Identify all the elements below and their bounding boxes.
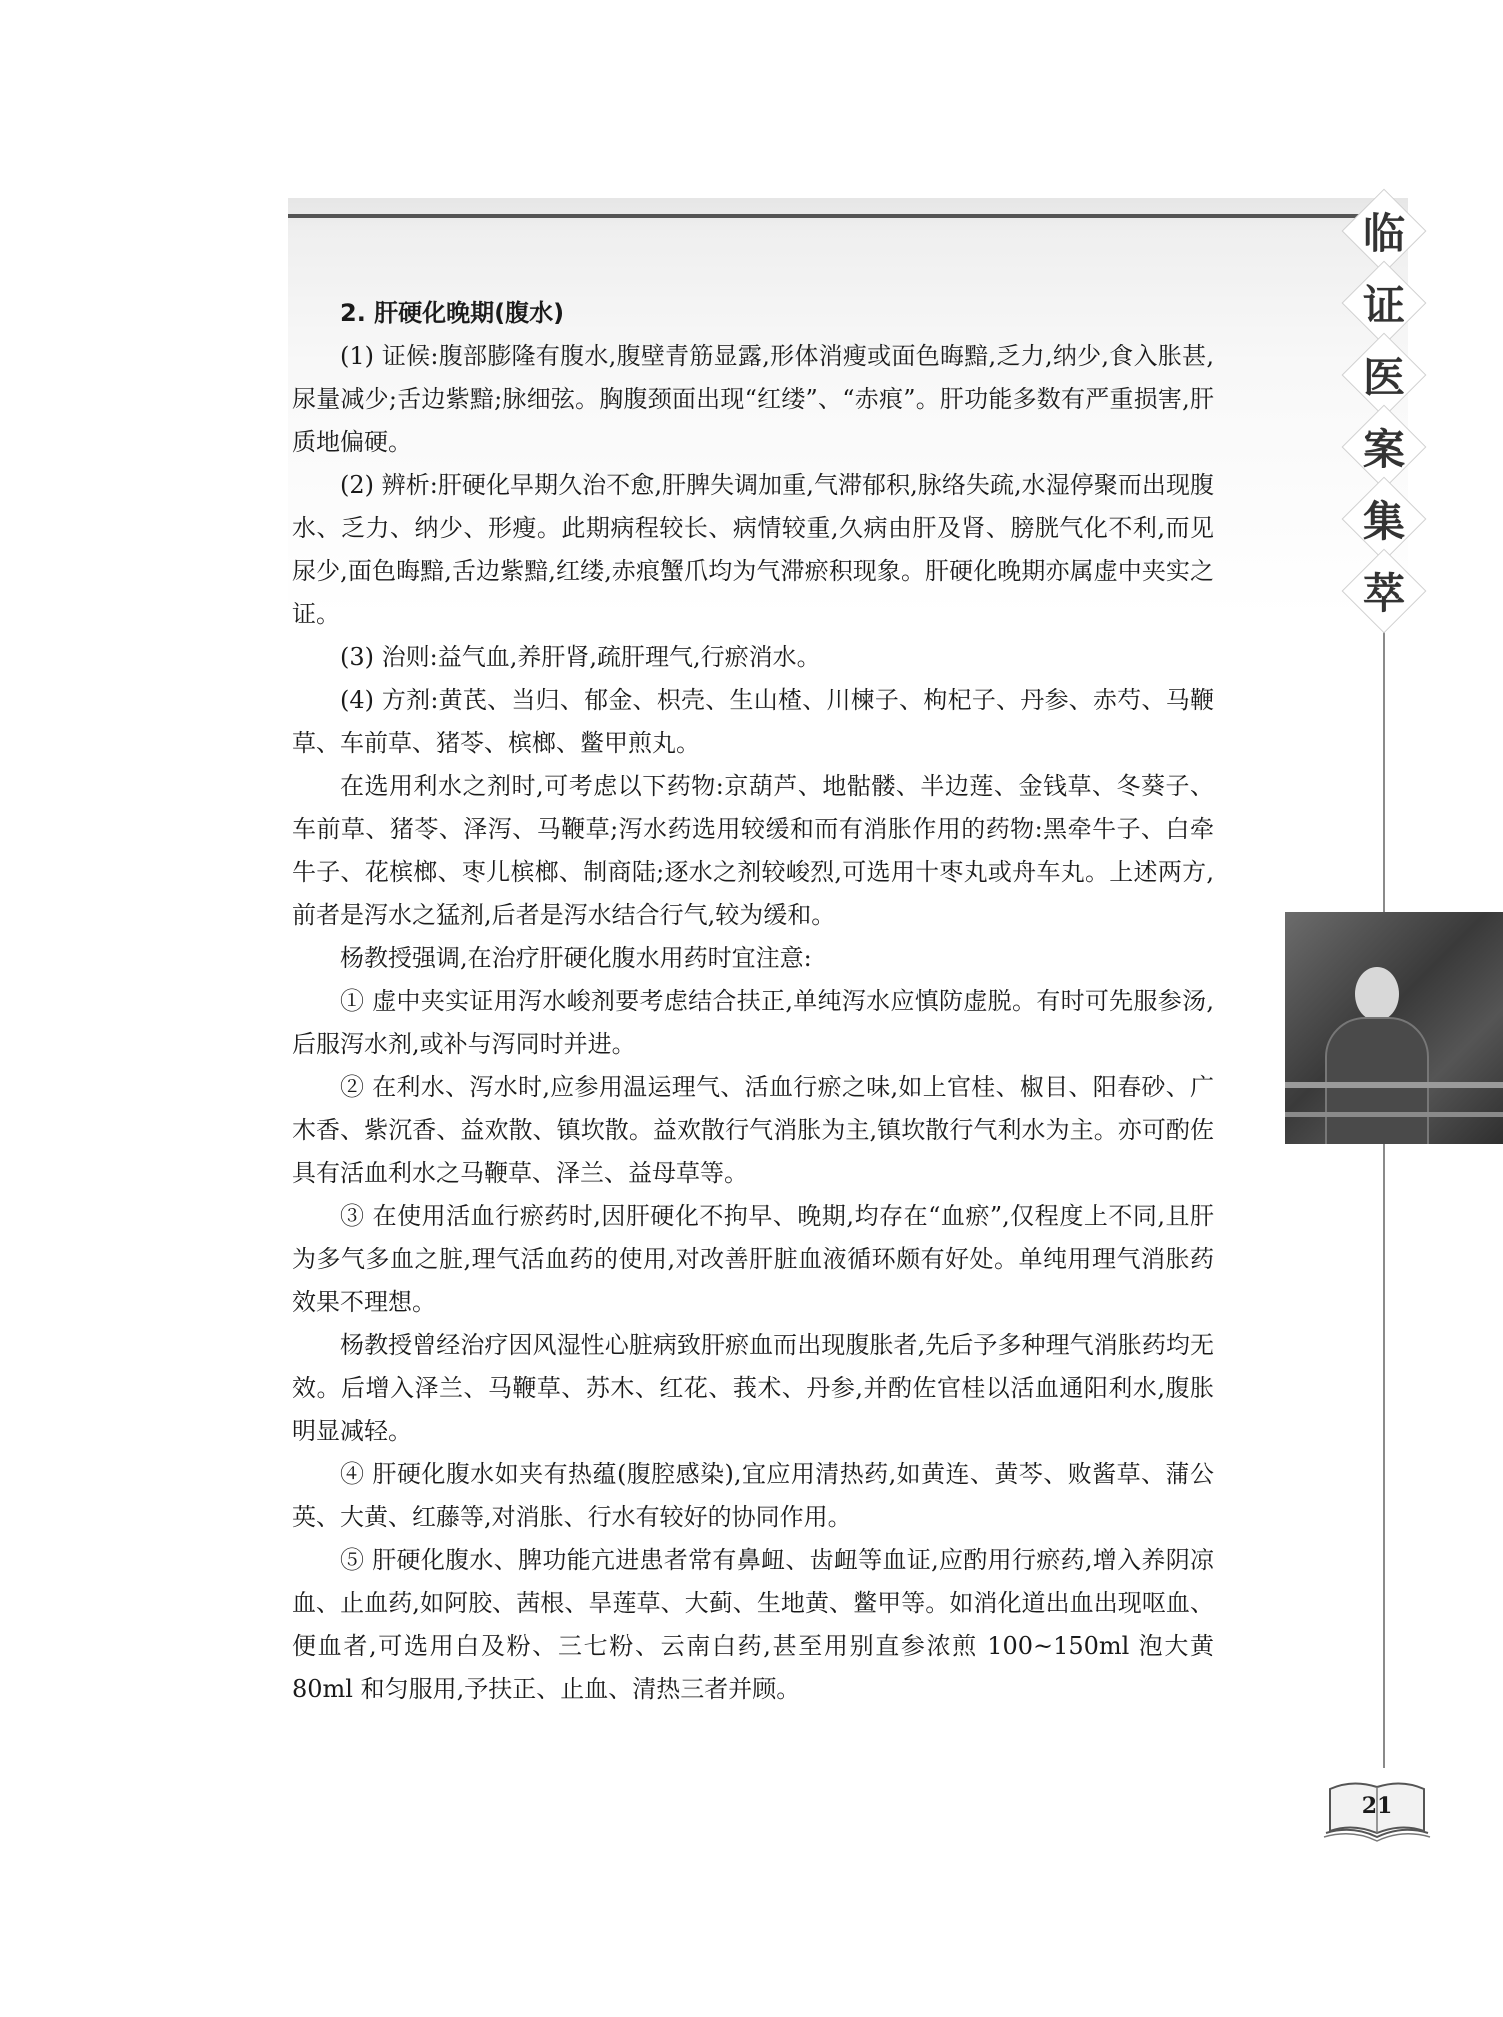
- photo-person-body: [1325, 1017, 1429, 1144]
- paragraph: 杨教授曾经治疗因风湿性心脏病致肝瘀血而出现腹胀者,先后予多种理气消胀药均无效。后增入泽兰、马鞭草、苏木、红花、莪术、丹参,并酌佐官桂以活血通阳利水,腹胀明显减轻。: [292, 1331, 1214, 1445]
- paragraph: ③ 在使用活血行瘀药时,因肝硬化不拘早、晚期,均存在“血瘀”,仅程度上不同,且肝为多气多血之脏,理气活血药的使用,对改善肝脏血液循环颇有好处。单纯用理气消胀药效果不理想。: [292, 1202, 1214, 1316]
- side-title-char: 医: [1343, 334, 1425, 416]
- portrait-photo: [1285, 912, 1503, 1144]
- paragraph: (3) 治则:益气血,养肝肾,疏肝理气,行瘀消水。: [340, 643, 821, 671]
- side-title-char: 萃: [1343, 550, 1425, 632]
- photo-railing: [1285, 1112, 1503, 1117]
- side-title-char: 证: [1343, 262, 1425, 344]
- paragraph: ⑤ 肝硬化腹水、脾功能亢进患者常有鼻衄、齿衄等血证,应酌用行瘀药,增入养阴凉血、止血药,如阿胶、茜根、旱莲草、大蓟、生地黄、鳖甲等。如消化道出血出现呕血、便血者,可选用白及粉、三七粉、云南白药,甚至用别直参浓煎 100~150ml 泡大黄 80ml 和匀服用,予扶正、止血、清热三者并顾。: [292, 1546, 1214, 1703]
- page-number: 21: [1361, 1793, 1393, 1819]
- photo-railing: [1285, 1082, 1503, 1088]
- paragraph: (2) 辨析:肝硬化早期久治不愈,肝脾失调加重,气滞郁积,脉络失疏,水湿停聚而出现腹水、乏力、纳少、形瘦。此期病程较长、病情较重,久病由肝及肾、膀胱气化不利,而见尿少,面色晦黯,舌边紫黯,红缕,赤痕蟹爪均为气滞瘀积现象。肝硬化晚期亦属虚中夹实之证。: [292, 471, 1214, 628]
- side-title: [1346, 202, 1426, 634]
- paragraph: 杨教授强调,在治疗肝硬化腹水用药时宜注意:: [340, 944, 812, 972]
- photo-person-head: [1355, 967, 1399, 1021]
- header-rule: [288, 214, 1384, 218]
- paragraph: ④ 肝硬化腹水如夹有热蕴(腹腔感染),宜应用清热药,如黄连、黄芩、败酱草、蒲公英、大黄、红藤等,对消胀、行水有较好的协同作用。: [292, 1460, 1214, 1531]
- paragraph: (4) 方剂:黄芪、当归、郁金、枳壳、生山楂、川楝子、枸杞子、丹参、赤芍、马鞭草、车前草、猪苓、槟榔、鳖甲煎丸。: [292, 686, 1214, 757]
- body-text: [292, 292, 1214, 1711]
- side-title-char: 临: [1343, 190, 1425, 272]
- paragraph: 在选用利水之剂时,可考虑以下药物:京葫芦、地骷髅、半边莲、金钱草、冬葵子、车前草、猪苓、泽泻、马鞭草;泻水药选用较缓和而有消胀作用的药物:黑牵牛子、白牵牛子、花槟榔、枣儿槟榔、制商陆;逐水之剂较峻烈,可选用十枣丸或舟车丸。上述两方,前者是泻水之猛剂,后者是泻水结合行气,较为缓和。: [292, 772, 1214, 929]
- paragraph: ② 在利水、泻水时,应参用温运理气、活血行瘀之味,如上官桂、椒目、阳春砂、广木香、紫沉香、益欢散、镇坎散。益欢散行气消胀为主,镇坎散行气利水为主。亦可酌佐具有活血利水之马鞭草、泽兰、益母草等。: [292, 1073, 1214, 1187]
- paragraph: ① 虚中夹实证用泻水峻剂要考虑结合扶正,单纯泻水应慎防虚脱。有时可先服参汤,后服泻水剂,或补与泻同时并进。: [292, 987, 1214, 1058]
- section-heading: 2. 肝硬化晚期(腹水): [340, 299, 565, 327]
- side-title-char: 案: [1343, 406, 1425, 488]
- page-number-badge: [1322, 1775, 1432, 1845]
- paragraph: (1) 证候:腹部膨隆有腹水,腹壁青筋显露,形体消瘦或面色晦黯,乏力,纳少,食入胀甚,尿量减少;舌边紫黯;脉细弦。胸腹颈面出现“红缕”、“赤痕”。肝功能多数有严重损害,肝质地偏硬。: [292, 342, 1214, 456]
- side-title-char: 集: [1343, 478, 1425, 560]
